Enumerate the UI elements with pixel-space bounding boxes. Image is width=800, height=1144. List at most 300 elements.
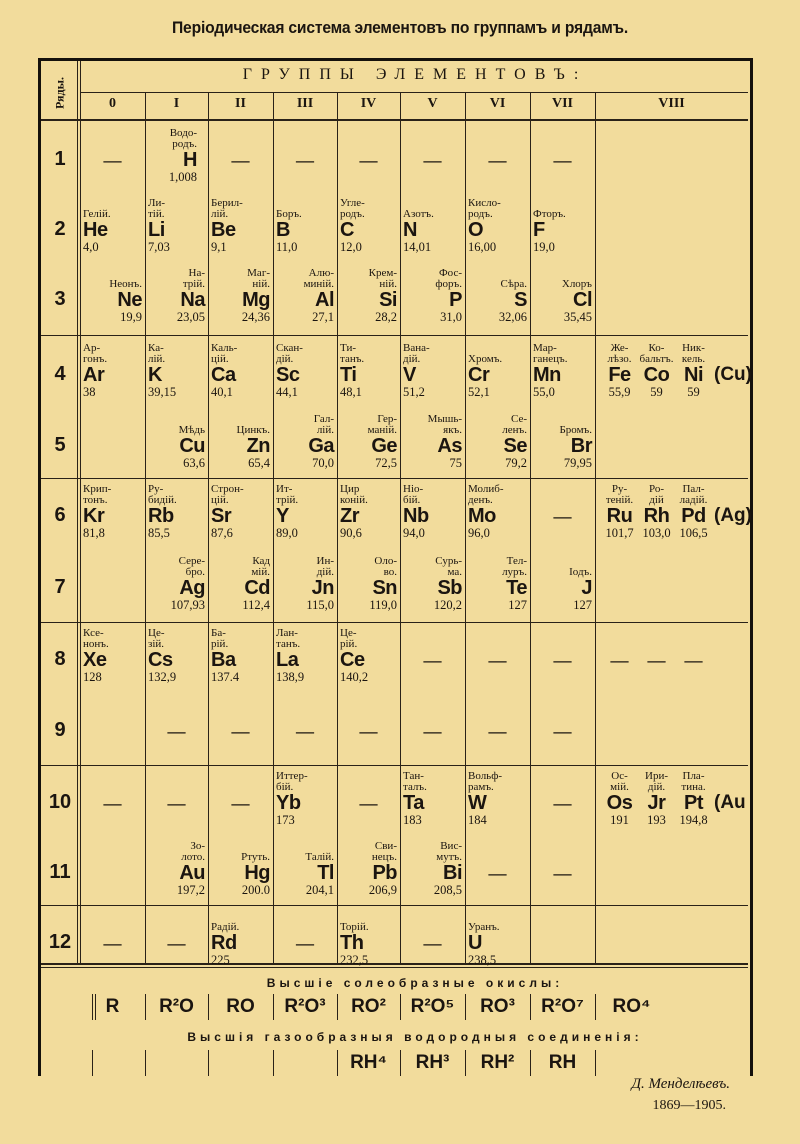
element-symbol: Te: [506, 577, 527, 599]
atomic-weight: 206,9: [368, 883, 397, 897]
element-name: Молиб- денъ.: [468, 483, 504, 506]
element-name: Ру- теній.: [605, 483, 634, 506]
element-K: [148, 337, 205, 407]
element-name: Ти- танъ.: [340, 342, 365, 365]
element-name: Вис- мутъ.: [436, 840, 462, 863]
dash-placeholder: —: [231, 793, 250, 813]
element-symbol: Hg: [244, 862, 270, 884]
element-P: [403, 262, 462, 332]
atomic-weight: 72,5: [375, 456, 397, 470]
element-name: Пал- ладій.: [679, 483, 708, 506]
element-symbol: O: [468, 219, 484, 241]
element-name: Вана- дій.: [403, 342, 430, 365]
element-Ga: [276, 408, 334, 478]
atomic-weight: 128: [83, 670, 102, 684]
atomic-weight: 138,9: [276, 670, 305, 684]
element-name: Неонъ.: [109, 278, 142, 290]
empty-cell: [211, 122, 270, 192]
group-label-IV: IV: [360, 96, 377, 111]
element-Rb: [148, 478, 205, 548]
atomic-weight: 191: [610, 813, 629, 827]
atomic-weight: 63,6: [183, 456, 205, 470]
empty-cell: [83, 765, 142, 835]
element-symbol: B: [276, 219, 290, 241]
element-name: Ка- лій.: [148, 342, 166, 365]
row-number: 10: [48, 791, 72, 813]
element-symbol: Ge: [371, 435, 397, 457]
dash-placeholder: —: [488, 650, 507, 670]
element-symbol: Kr: [83, 505, 105, 527]
element-C: [340, 192, 397, 262]
atomic-weight: 132,9: [148, 670, 177, 684]
element-symbol: Cr: [468, 364, 490, 386]
hydride-formula: RH²: [480, 1052, 515, 1073]
atomic-weight: 96,0: [468, 526, 490, 540]
element-name: Зо- лото.: [181, 840, 205, 863]
row-number: 7: [54, 576, 66, 598]
atomic-weight: 194,8: [679, 813, 708, 827]
atomic-weight: 184: [468, 813, 487, 827]
empty-cell: [468, 693, 527, 763]
element-symbol: H: [183, 149, 197, 171]
element-name: Ніо- бій.: [403, 483, 424, 506]
hydride-formula: RH: [548, 1052, 577, 1073]
dash-placeholder: —: [553, 506, 572, 526]
element-name: Оло- во.: [374, 555, 397, 578]
element-symbol: Sb: [437, 577, 462, 599]
element-symbol: Ta: [403, 792, 424, 814]
rule: [273, 92, 274, 965]
atomic-weight: 238,5: [468, 953, 497, 967]
element-symbol: Sr: [211, 505, 232, 527]
element-Zn: [211, 408, 270, 478]
element-name: Це- рій.: [340, 627, 358, 650]
element-symbol: Jn: [311, 577, 334, 599]
signature: Д. Менделѣевъ.: [631, 1076, 730, 1092]
dash-placeholder: —: [231, 721, 250, 741]
atomic-weight: 38: [83, 385, 96, 399]
atomic-weight: 81,8: [83, 526, 105, 540]
dash-placeholder: —: [647, 650, 666, 670]
element-name: Фторъ.: [533, 208, 566, 220]
atomic-weight: 183: [403, 813, 422, 827]
atomic-weight: 24,36: [241, 310, 270, 324]
element-name: Гелій.: [83, 208, 111, 220]
oxide-formula: RO⁴: [612, 996, 651, 1017]
atomic-weight: 127: [508, 598, 527, 612]
element-Zr: [340, 478, 397, 548]
row-number: 2: [54, 218, 66, 240]
element-name: Тан- талъ.: [403, 770, 427, 793]
element-symbol: K: [148, 364, 162, 386]
divider: [273, 1050, 274, 1076]
element-name: Мѣдь: [178, 424, 205, 436]
element-symbol: Nb: [403, 505, 429, 527]
element-Ni: [675, 337, 712, 407]
element-Sc: [276, 337, 334, 407]
element-symbol: S: [514, 289, 527, 311]
dash-placeholder: —: [553, 150, 572, 170]
atomic-weight: 28,2: [375, 310, 397, 324]
element-Ag: [148, 550, 205, 620]
analog-element: (Ag): [714, 505, 752, 526]
element-symbol: U: [468, 932, 482, 954]
element-He: [83, 192, 142, 262]
group-label-0: 0: [109, 96, 116, 111]
element-symbol: Mo: [468, 505, 496, 527]
element-name: Угле- родъ.: [340, 197, 365, 220]
empty-cell: [276, 122, 334, 192]
element-name: Кисло- родъ.: [468, 197, 501, 220]
dash-placeholder: —: [610, 650, 629, 670]
element-symbol: Cd: [244, 577, 270, 599]
element-name: Берил- лій.: [211, 197, 243, 220]
dash-placeholder: —: [359, 793, 378, 813]
element-name: Мар- ганецъ.: [533, 342, 568, 365]
row-number: 5: [54, 434, 66, 456]
dash-placeholder: —: [359, 721, 378, 741]
empty-cell: [403, 905, 462, 975]
element-name: Ба- рій.: [211, 627, 229, 650]
element-symbol: Au: [179, 862, 205, 884]
atomic-weight: 193: [647, 813, 666, 827]
element-name: Ар- гонъ.: [83, 342, 108, 365]
element-name: Ири- дій.: [645, 770, 668, 793]
element-name: Гер- маній.: [367, 413, 397, 436]
element-symbol: Y: [276, 505, 289, 527]
page-title: Періодическая система элементовъ по группамъ и рядамъ.: [171, 18, 628, 37]
hydride-formula: RH⁴: [350, 1052, 387, 1073]
empty-cell: [83, 122, 142, 192]
element-Ar: [83, 337, 142, 407]
element-symbol: Bi: [443, 862, 462, 884]
atomic-weight: 4,0: [83, 240, 99, 254]
atomic-weight: 137.4: [211, 670, 240, 684]
element-name: Сере- бро.: [178, 555, 205, 578]
element-symbol: Th: [340, 932, 364, 954]
group-label-VII: VII: [551, 96, 573, 111]
atomic-weight: 232,5: [340, 953, 369, 967]
element-Fe: [601, 337, 638, 407]
empty-cell: [533, 693, 592, 763]
atomic-weight: 173: [276, 813, 295, 827]
element-name: Бромъ.: [559, 424, 592, 436]
dash-placeholder: —: [423, 650, 442, 670]
empty-cell: [601, 622, 638, 692]
element-Pb: [340, 835, 397, 905]
element-symbol: Sc: [276, 364, 300, 386]
group-viii-cell: [601, 337, 752, 407]
atomic-weight: 14,01: [403, 240, 432, 254]
atomic-weight: 103,0: [642, 526, 671, 540]
element-name: Сви- нецъ.: [371, 840, 397, 863]
element-Ge: [340, 408, 397, 478]
element-name: Талій.: [305, 851, 334, 863]
element-O: [468, 192, 527, 262]
element-name: Водо- родъ.: [169, 127, 197, 150]
group-viii-cell: [601, 478, 752, 548]
element-symbol: Ce: [340, 649, 365, 671]
element-name: Крип- тонъ.: [83, 483, 112, 506]
atomic-weight: 120,2: [433, 598, 462, 612]
element-name: Уранъ.: [468, 921, 500, 933]
atomic-weight: 94,0: [403, 526, 425, 540]
element-name: Ксе- нонъ.: [83, 627, 109, 650]
atomic-weight: 85,5: [148, 526, 170, 540]
element-name: Лан- танъ.: [276, 627, 301, 650]
element-symbol: V: [403, 364, 416, 386]
element-symbol: He: [83, 219, 108, 241]
element-Ti: [340, 337, 397, 407]
row-number: 8: [54, 648, 66, 670]
empty-cell: [403, 122, 462, 192]
element-symbol: Na: [180, 289, 205, 311]
element-name: Ин- дій.: [316, 555, 334, 578]
dash-placeholder: —: [296, 721, 314, 741]
element-Be: [211, 192, 270, 262]
element-Mo: [468, 478, 527, 548]
hydrides-heading: Высшія газообразныя водородныя соединенія:: [187, 1030, 643, 1044]
divider: [595, 1050, 596, 1076]
element-Na: [148, 262, 205, 332]
atomic-weight: 90,6: [340, 526, 362, 540]
element-Tl: [276, 835, 334, 905]
analog-element: (Cu): [714, 364, 752, 385]
element-Br: [533, 408, 592, 478]
element-symbol: Sn: [372, 577, 397, 599]
atomic-weight: 65,4: [248, 456, 270, 470]
atomic-weight: 55,0: [533, 385, 555, 399]
atomic-weight: 32,06: [498, 310, 527, 324]
empty-cell: [276, 905, 334, 975]
atomic-weight: 119,0: [369, 598, 397, 612]
element-name: Ос- мій.: [610, 770, 629, 793]
dash-placeholder: —: [296, 150, 314, 170]
element-symbol: Ti: [340, 364, 357, 386]
element-symbol: Br: [570, 435, 592, 457]
element-name: Кад мій.: [251, 555, 270, 578]
atomic-weight: 1,008: [168, 170, 197, 184]
element-name: Каль- цій.: [211, 342, 238, 365]
element-name: Алю- миній.: [303, 267, 334, 290]
element-Rd: [211, 905, 270, 975]
element-Th: [340, 905, 397, 975]
element-name: Хлоръ: [561, 278, 592, 290]
atomic-weight: 16,00: [468, 240, 497, 254]
dash-placeholder: —: [103, 150, 122, 170]
element-symbol: C: [340, 219, 354, 241]
element-name: Иттер- бій.: [276, 770, 308, 793]
element-symbol: Tl: [317, 862, 334, 884]
atomic-weight: 55,9: [608, 385, 631, 399]
element-Cs: [148, 622, 205, 692]
element-Kr: [83, 478, 142, 548]
element-name: Ро- дій: [648, 483, 664, 506]
divider: [92, 1050, 93, 1076]
element-symbol: Yb: [276, 792, 301, 814]
element-name: На- трій.: [182, 267, 205, 290]
element-symbol: Jr: [647, 792, 666, 814]
rule: [465, 92, 466, 965]
atomic-weight: 52,1: [468, 385, 490, 399]
element-Mn: [533, 337, 592, 407]
element-H: [148, 122, 197, 192]
element-name: Фос- форъ.: [435, 267, 462, 290]
empty-cell: [148, 693, 205, 763]
empty-cell: [211, 765, 270, 835]
element-name: Крем- ній.: [368, 267, 397, 290]
element-name: Радій.: [211, 921, 240, 933]
element-symbol: Xe: [83, 649, 107, 671]
atomic-weight: 107,93: [170, 598, 205, 612]
element-Sr: [211, 478, 270, 548]
element-B: [276, 192, 334, 262]
empty-cell: [533, 622, 592, 692]
atomic-weight: 208,5: [433, 883, 462, 897]
element-Cl: [533, 262, 592, 332]
dash-placeholder: —: [296, 933, 314, 953]
element-Nb: [403, 478, 462, 548]
element-V: [403, 337, 462, 407]
element-Ne: [83, 262, 142, 332]
element-symbol: Mn: [533, 364, 561, 386]
element-Pd: [675, 478, 712, 548]
element-symbol: F: [533, 219, 545, 241]
element-symbol: Ca: [211, 364, 236, 386]
rule: [145, 92, 146, 965]
element-Yb: [276, 765, 334, 835]
empty-cell: [533, 835, 592, 905]
group-label-V: V: [427, 96, 438, 111]
element-Si: [340, 262, 397, 332]
empty-cell: [83, 905, 142, 975]
atomic-weight: 19,9: [120, 310, 142, 324]
element-symbol: W: [468, 792, 487, 814]
divider: [208, 1050, 209, 1076]
atomic-weight: 89,0: [276, 526, 298, 540]
atomic-weight: 200.0: [241, 883, 270, 897]
rule: [400, 92, 401, 965]
oxide-formula: R: [105, 996, 120, 1017]
element-name: Цир коній.: [340, 483, 368, 506]
dash-placeholder: —: [488, 150, 507, 170]
rule: [77, 61, 78, 965]
atomic-weight: 204,1: [305, 883, 334, 897]
element-symbol: Ga: [308, 435, 334, 457]
element-name: Ру- бидій.: [148, 483, 177, 506]
rule: [530, 92, 531, 965]
element-name: Хромъ.: [468, 353, 503, 365]
element-symbol: Ba: [211, 649, 236, 671]
element-Ca: [211, 337, 270, 407]
element-Jr: [638, 765, 675, 835]
element-La: [276, 622, 334, 692]
oxide-formula: R²O³: [284, 996, 326, 1017]
element-Xe: [83, 622, 142, 692]
empty-cell: [211, 693, 270, 763]
atomic-weight: 44,1: [276, 385, 298, 399]
element-symbol: Ar: [83, 364, 105, 386]
element-symbol: Be: [211, 219, 236, 241]
element-symbol: Rd: [211, 932, 237, 954]
dash-placeholder: —: [231, 150, 250, 170]
element-symbol: Ni: [684, 364, 703, 386]
oxide-formula: RO²: [351, 996, 386, 1017]
dash-placeholder: —: [103, 933, 122, 953]
divider: [92, 994, 93, 1020]
empty-cell: [340, 122, 397, 192]
atomic-weight: 106,5: [679, 526, 708, 540]
rule: [337, 92, 338, 965]
element-Os: [601, 765, 638, 835]
rows-header-label: Ряды.: [52, 77, 67, 109]
element-name: Гал- лій.: [313, 413, 334, 436]
rows-header: [43, 68, 77, 118]
empty-cell: [340, 765, 397, 835]
element-symbol: Cu: [179, 435, 205, 457]
element-Rh: [638, 478, 675, 548]
element-name: Ко- бальтъ.: [639, 342, 674, 365]
element-Ta: [403, 765, 462, 835]
element-Te: [468, 550, 527, 620]
rule: [80, 61, 81, 965]
element-name: Же- лѣзо.: [607, 342, 632, 365]
divider: [145, 1050, 146, 1076]
element-symbol: Pb: [372, 862, 397, 884]
atomic-weight: 23,05: [176, 310, 205, 324]
element-name: Цинкъ.: [236, 424, 270, 436]
oxide-formula: R²O⁵: [410, 996, 455, 1017]
element-name: Маг- ній.: [247, 267, 270, 290]
dash-placeholder: —: [167, 793, 186, 813]
atomic-weight: 197,2: [176, 883, 205, 897]
atomic-weight: 112,4: [242, 598, 270, 612]
dash-placeholder: —: [423, 721, 442, 741]
element-Co: [638, 337, 675, 407]
atomic-weight: 101,7: [605, 526, 634, 540]
rule: [80, 92, 748, 93]
element-J: [533, 550, 592, 620]
element-Jn: [276, 550, 334, 620]
row-number: 1: [54, 148, 66, 170]
element-name: Це- зій.: [148, 627, 165, 650]
dash-placeholder: —: [167, 933, 186, 953]
element-Bi: [403, 835, 462, 905]
element-F: [533, 192, 592, 262]
dash-placeholder: —: [553, 793, 572, 813]
element-name: Ник- кель.: [681, 342, 706, 365]
element-S: [468, 262, 527, 332]
row-number: 11: [49, 861, 71, 883]
element-name: Ли- тій.: [148, 197, 166, 220]
element-Ru: [601, 478, 638, 548]
element-Hg: [211, 835, 270, 905]
atomic-weight: 225: [211, 953, 230, 967]
empty-cell: [148, 905, 205, 975]
oxide-formula: RO: [226, 996, 255, 1017]
atomic-weight: 27,1: [312, 310, 334, 324]
element-symbol: Rb: [148, 505, 174, 527]
dash-placeholder: —: [684, 650, 703, 670]
group-label-I: I: [173, 96, 180, 111]
element-name: Вольф- рамъ.: [468, 770, 502, 793]
empty-cell: [403, 622, 462, 692]
rule: [208, 92, 209, 965]
element-N: [403, 192, 462, 262]
element-Sn: [340, 550, 397, 620]
dash-placeholder: —: [553, 863, 572, 883]
element-name: Азотъ.: [403, 208, 434, 220]
